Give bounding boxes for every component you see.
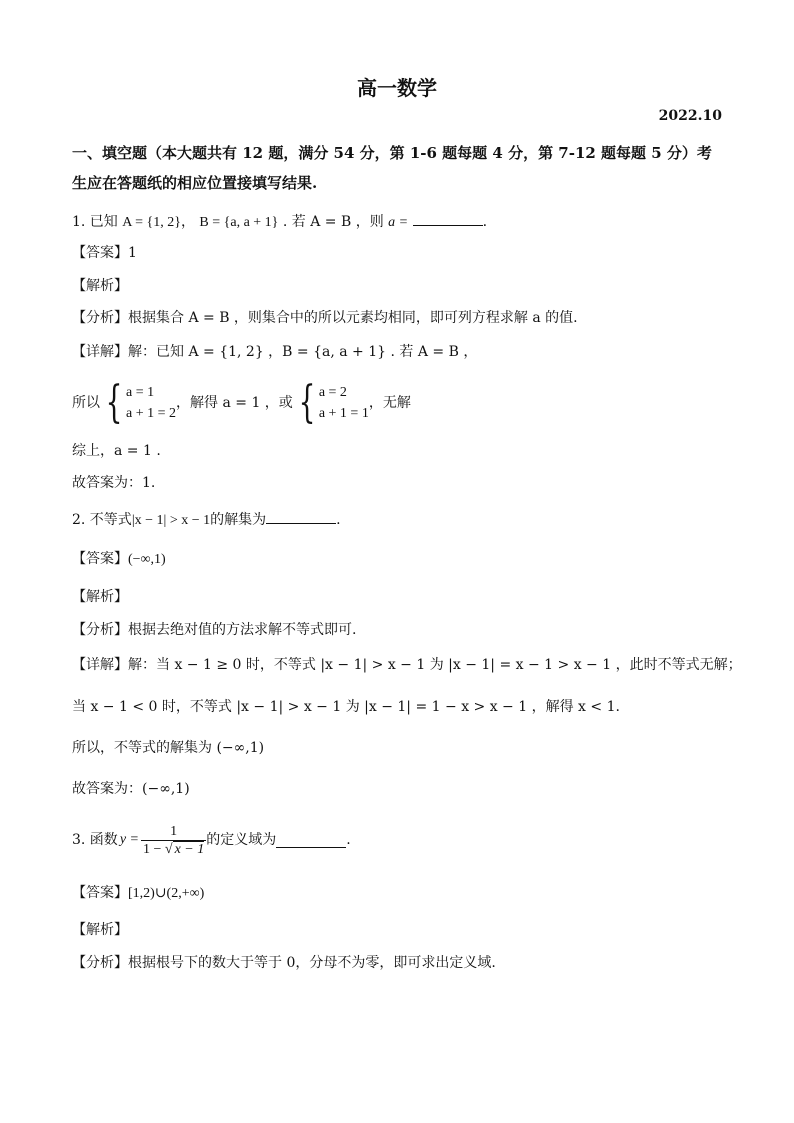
q3-radicand: x − 1	[174, 841, 205, 857]
q3-numerator: 1	[170, 823, 178, 839]
q1-summary: 综上，a = 1 .	[72, 443, 161, 459]
q2-prefix: 2. 不等式	[72, 512, 132, 528]
q1-answer-blank	[413, 211, 483, 226]
q1-sys-b-eq2: a + 1 = 1	[318, 406, 369, 421]
q1-var-a: a =	[388, 215, 409, 230]
q1-system-line	[72, 377, 724, 428]
q3-answer-blank	[276, 833, 346, 848]
q1-no-solution: ，无解	[368, 395, 411, 411]
q3-analysis-heading: 【解析】	[72, 922, 128, 938]
q1-prefix: 1. 已知	[72, 214, 118, 230]
q1-system-a	[100, 377, 177, 428]
q1-end: .	[482, 214, 488, 230]
q1-analysis: 根据集合 A = B ，则集合中的所以元素均相同，即可列方程求解 a 的值.	[128, 310, 578, 326]
q3-y-eq: y =	[119, 832, 139, 847]
analysis-label: 【分析】	[72, 955, 128, 971]
exam-date: 2022.10	[658, 108, 722, 124]
analysis-label: 【分析】	[72, 622, 128, 638]
q1-sys-b-eq1: a = 2	[318, 385, 347, 400]
q2-analysis-line	[72, 620, 724, 640]
q1-sys-a-eq1: a = 1	[126, 385, 155, 400]
q3-end: .	[346, 832, 351, 848]
detail-label: 【详解】	[72, 657, 128, 673]
q1-set-a: A = {1, 2}	[122, 215, 181, 230]
q3-analysis-line	[72, 953, 724, 973]
q1-so: 所以	[72, 395, 100, 411]
q2-answer-blank	[266, 509, 336, 524]
q2-answer: (−∞,1)	[128, 552, 166, 567]
q3-denominator	[141, 840, 206, 858]
section-instructions: 一、填空题（本大题共有 12 题，满分 54 分，第 1-6 题每题 4 分，第 7-12 题每题 5 分）考生应在答题纸的相应位置接填写结果.	[72, 144, 712, 192]
question-3-stem	[72, 818, 724, 862]
q2-conclusion: 所以，不等式的解集为 (−∞,1)	[72, 740, 265, 756]
question-1-stem	[72, 211, 724, 233]
q1-mid: ，解得 a = 1 ，或	[176, 395, 293, 411]
q1-condition: . 若 A = B ，则	[282, 214, 384, 230]
q1-final: 故答案为：1.	[72, 475, 156, 491]
q3-fraction	[141, 823, 206, 858]
q3-suffix: 的定义域为	[206, 832, 277, 848]
q2-final: 故答案为：(−∞,1)	[72, 781, 190, 797]
q3-answer: [1,2)∪(2,+∞)	[128, 886, 205, 901]
q3-answer-line	[72, 883, 724, 904]
analysis-label: 【分析】	[72, 310, 128, 326]
q1-analysis-line	[72, 308, 724, 328]
answer-label: 【答案】	[72, 885, 128, 901]
page-title: 高一数学	[357, 76, 437, 100]
q2-answer-line	[72, 549, 724, 570]
q1-detail-line	[72, 342, 724, 362]
q2-inequality: |x − 1| > x − 1	[131, 513, 211, 528]
q2-detail-line-2: 当 x − 1 < 0 时，不等式 |x − 1| > x − 1 为 |x − 1| = 1 − x > x − 1 ，解得 x < 1.	[72, 699, 620, 715]
q1-system-b	[293, 377, 369, 428]
q3-den-prefix: 1 −	[142, 841, 162, 857]
sqrt-icon: √	[164, 841, 173, 857]
detail-label: 【详解】	[72, 344, 128, 360]
q2-end: .	[336, 512, 341, 528]
q1-answer: 1	[128, 245, 137, 261]
q2-detail-line-1	[72, 655, 742, 675]
question-2-stem	[72, 509, 724, 531]
q1-separator: ，	[180, 214, 195, 230]
brace-icon: {	[105, 377, 123, 428]
answer-label: 【答案】	[72, 245, 128, 261]
q1-set-b: B = {a, a + 1}	[199, 215, 279, 230]
q1-sys-a-eq2: a + 1 = 2	[126, 406, 177, 421]
q3-prefix: 3. 函数	[72, 832, 118, 848]
q2-detail-1: 解：当 x − 1 ≥ 0 时，不等式 |x − 1| > x − 1 为 |x − 1| = x − 1 > x − 1 ，此时不等式无解；	[128, 657, 742, 673]
q3-analysis: 根据根号下的数大于等于 0，分母不为零，即可求出定义域.	[128, 955, 496, 971]
q2-suffix: 的解集为	[210, 512, 267, 528]
q1-detail: 解：已知 A = {1, 2} ，B = {a, a + 1} . 若 A = B ，	[128, 344, 478, 360]
answer-label: 【答案】	[72, 551, 128, 567]
q1-answer-line	[72, 243, 724, 263]
q1-analysis-heading: 【解析】	[72, 278, 128, 294]
q2-analysis: 根据去绝对值的方法求解不等式即可.	[128, 622, 357, 638]
q2-analysis-heading: 【解析】	[72, 589, 128, 605]
brace-icon: {	[298, 377, 316, 428]
